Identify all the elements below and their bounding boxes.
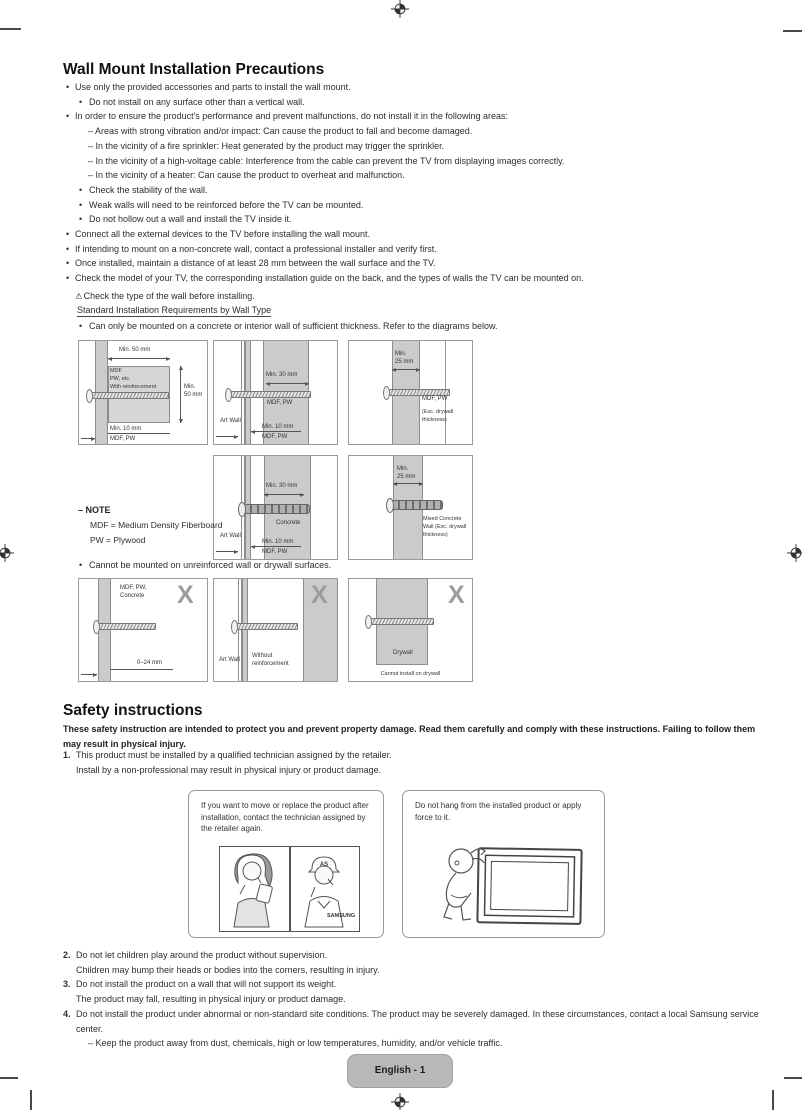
wall-type-subheading: Standard Installation Requirements by Wall Type: [77, 305, 272, 315]
dimension-arrow: [216, 436, 238, 437]
diagram-label: Art Wall: [220, 533, 241, 539]
cannot-mount-bullet: • Cannot be mounted on unreinforced wall or drywall surfaces.: [63, 560, 331, 570]
note-line: PW = Plywood: [90, 535, 146, 545]
diagram-label: Art Wall: [220, 418, 241, 424]
list-item: • Check the model of your TV, the corresponding installation guide on the back, and the types of walls the TV can be mounted on.: [63, 271, 773, 286]
precautions-list: [63, 80, 773, 286]
list-item: – In the vicinity of a fire sprinkler: Heat generated by the product may trigger the sprinkler.: [88, 140, 445, 151]
screw-icon: [236, 623, 298, 630]
diagram-label: MDF: [110, 368, 122, 374]
dimension-arrow: [216, 551, 238, 552]
crop-mark: [772, 1090, 774, 1110]
list-item: • If intending to mount on a non-concrete wall, contact a professional installer and verify first.: [63, 242, 773, 257]
safety-items-2-4: [63, 948, 768, 1051]
diagram-label: Concrete: [120, 593, 145, 599]
dimension-label: 50 mm: [184, 392, 203, 398]
dimension-label: Min. 30 mm: [266, 372, 298, 378]
anchor-bolt-icon: [244, 504, 310, 514]
note-title: – NOTE: [78, 505, 111, 515]
registration-mark-bottom: [391, 1093, 409, 1110]
diagram-label: MDF, PW: [267, 400, 293, 406]
list-item: • Once installed, maintain a distance of at least 28 mm between the wall surface and the TV.: [63, 256, 773, 271]
diagram-label: Mixed Concrete: [423, 516, 462, 522]
item-number: 4.: [63, 1008, 71, 1019]
dimension-arrow: [180, 366, 181, 423]
list-item: • Do not hollow out a wall and install the TV inside it.: [63, 212, 773, 227]
diagram-label: MDF, PW: [110, 436, 136, 442]
diagram-artwall-mdf: [213, 340, 338, 445]
numbered-item: 3. Do not install the product on a wall that will not support its weight.: [63, 977, 768, 992]
diagram-label: thickness): [423, 532, 448, 538]
dimension-arrow: [81, 438, 95, 439]
diagram-label: Wall (Exc. drywall: [423, 524, 467, 530]
diagram-label: thickness): [422, 417, 447, 423]
child-hanging-tv-illustration: [431, 843, 586, 931]
safety-title: Safety instructions: [63, 702, 203, 719]
item-subtext: Install by a non-professional may result in physical injury or product damage.: [76, 764, 382, 775]
diagram-label: Art Wall: [219, 657, 240, 663]
list-item: – In the vicinity of a high-voltage cable: Interference from the cable can prevent the TV from displaying images correctly.: [88, 155, 565, 166]
dimension-arrow: [264, 494, 304, 495]
diagram-label: With reinforcement: [110, 384, 157, 390]
screw-icon: [370, 618, 434, 625]
illustration-technician: [290, 846, 360, 932]
dimension-label: Min.: [184, 384, 196, 390]
diagram-label: Drywall: [393, 650, 413, 656]
diagram-label: MDF, PW: [262, 434, 288, 440]
list-item: • Connect all the external devices to the TV before installing the wall mount.: [63, 227, 773, 242]
list-item: • Do not install on any surface other than a vertical wall.: [63, 95, 773, 110]
dimension-label: Min. 10 mm: [110, 426, 142, 432]
item-subtext: The product may fall, resulting in physical injury or product damage.: [76, 994, 346, 1005]
dimension-arrow: [108, 358, 170, 359]
dimension-arrow: [393, 483, 423, 484]
screw-icon: [230, 391, 311, 398]
prohibited-x-mark: X: [177, 581, 194, 609]
dimension-label: Min. 30 mm: [266, 483, 298, 489]
dimension-arrow: [81, 674, 97, 675]
list-item: • Check the stability of the wall.: [63, 183, 773, 198]
callout-text: Do not hang from the installed product or apply force to it.: [415, 801, 582, 822]
crop-mark: [783, 30, 802, 32]
diagram-reinforced-mdf: [78, 340, 208, 445]
crop-mark: [30, 1090, 32, 1110]
diagram-label: Without: [252, 653, 273, 659]
registration-mark-right: [787, 544, 802, 562]
registration-mark-left: [0, 544, 14, 562]
dimension-arrow: [251, 546, 301, 547]
dimension-label: Min.: [395, 351, 407, 357]
numbered-item: 2. Do not let children play around the product without supervision.: [63, 948, 768, 963]
item-number: 2.: [63, 950, 71, 960]
diagram-label: Concrete: [276, 520, 301, 526]
list-item: • Use only the provided accessories and parts to install the wall mount.: [63, 80, 773, 95]
note-line: MDF = Medium Density Fiberboard: [90, 520, 223, 530]
sufficient-thickness-bullet: • Can only be mounted on a concrete or interior wall of sufficient thickness. Refer to the diagrams below.: [63, 321, 498, 331]
list-item: – In the vicinity of a heater: Can cause the product to overheat and malfunction.: [88, 170, 405, 181]
crop-mark: [0, 1077, 18, 1079]
dimension-label: Min. 10 mm: [262, 539, 294, 545]
customer-on-phone-illustration: [220, 847, 287, 929]
callout-do-not-hang: [402, 790, 605, 938]
diagram-label: MDF, PW,: [120, 585, 147, 591]
screw-icon: [91, 392, 169, 399]
item-subtext: Children may bump their heads or bodies into the corners, resulting in injury.: [76, 964, 380, 975]
dimension-label: 25 mm: [397, 474, 416, 480]
item-number: 1.: [63, 750, 71, 760]
diagram-mdf-thickness: [348, 340, 473, 445]
safety-intro: These safety instruction are intended to protect you and prevent property damage. Read them carefully and comply with these instructions. Failing to follow them may result in physical injury.: [63, 724, 756, 749]
dimension-arrow: [251, 431, 301, 432]
list-item: – Areas with strong vibration and/or impact: Can cause the product to fall and become damaged.: [88, 126, 473, 137]
page-footer-badge: English - 1: [347, 1054, 453, 1088]
numbered-item: 4. Do not install the product under abnormal or non-standard site conditions. The product may be severely damaged. In these circumstances, contact a local Samsung service center.: [63, 1008, 759, 1034]
illustration-customer: [219, 846, 290, 932]
registration-mark-top: [391, 0, 409, 18]
diagram-label: MDF, PW: [422, 396, 448, 402]
diagram-drywall-prohibited: [348, 578, 473, 682]
screw-icon: [98, 623, 156, 630]
diagram-label: reinforcement: [252, 661, 289, 667]
dimension-label: 25 mm: [395, 359, 414, 365]
wall-type-warning: [75, 291, 255, 302]
diagram-label: MDF, PW: [262, 549, 288, 555]
dimension-label: 0–24 mm: [137, 660, 163, 666]
shirt-label: SAMSUNG: [327, 913, 356, 919]
item-subtext: – Keep the product away from dust, chemicals, high or low temperatures, humidity, and/or vehicle traffic.: [88, 1038, 503, 1049]
diagram-thin-wall-prohibited: [78, 578, 208, 682]
precautions-title: Wall Mount Installation Precautions: [63, 61, 325, 78]
dimension-label: Min. 10 mm: [262, 424, 294, 430]
diagram-label: PW, etc.: [110, 376, 131, 382]
diagram-line: [110, 669, 173, 670]
wall-strip: [98, 579, 111, 681]
diagram-no-reinforcement-prohibited: [213, 578, 338, 682]
crop-mark: [0, 28, 21, 30]
dimension-label: Min.: [397, 466, 409, 472]
callout-text: If you want to move or replace the product after installation, contact the technician assigned by the retailer again.: [201, 801, 369, 833]
crop-mark: [784, 1077, 802, 1079]
prohibited-x-mark: X: [448, 581, 465, 609]
technician-on-phone-illustration: [291, 847, 357, 929]
numbered-item: 1. This product must be installed by a qualified technician assigned by the retailer.: [63, 748, 773, 763]
diagram-mixed-concrete: [348, 455, 473, 560]
warning-icon: ⚠: [75, 291, 83, 301]
warning-text: Check the type of the wall before installing.: [83, 291, 255, 301]
callout-move-replace: [188, 790, 384, 938]
diagram-caption: Cannot install on drywall: [380, 671, 441, 677]
dimension-arrow: [392, 369, 420, 370]
safety-item-1: [63, 748, 773, 777]
diagram-label: (Exc. drywall: [422, 409, 454, 415]
item-number: 3.: [63, 979, 71, 990]
wall-strip: [242, 579, 248, 681]
diagram-line: [108, 433, 170, 434]
dimension-arrow: [266, 383, 309, 384]
prohibited-x-mark: X: [311, 581, 328, 609]
cap-label: AS: [319, 862, 329, 868]
diagram-artwall-concrete: [213, 455, 338, 560]
dimension-label: Min. 50 mm: [119, 347, 151, 353]
anchor-bolt-icon: [392, 500, 443, 510]
list-item: • Weak walls will need to be reinforced before the TV can be mounted.: [63, 198, 773, 213]
list-item: • In order to ensure the product's performance and prevent malfunctions, do not install it in the following areas:: [63, 109, 773, 124]
